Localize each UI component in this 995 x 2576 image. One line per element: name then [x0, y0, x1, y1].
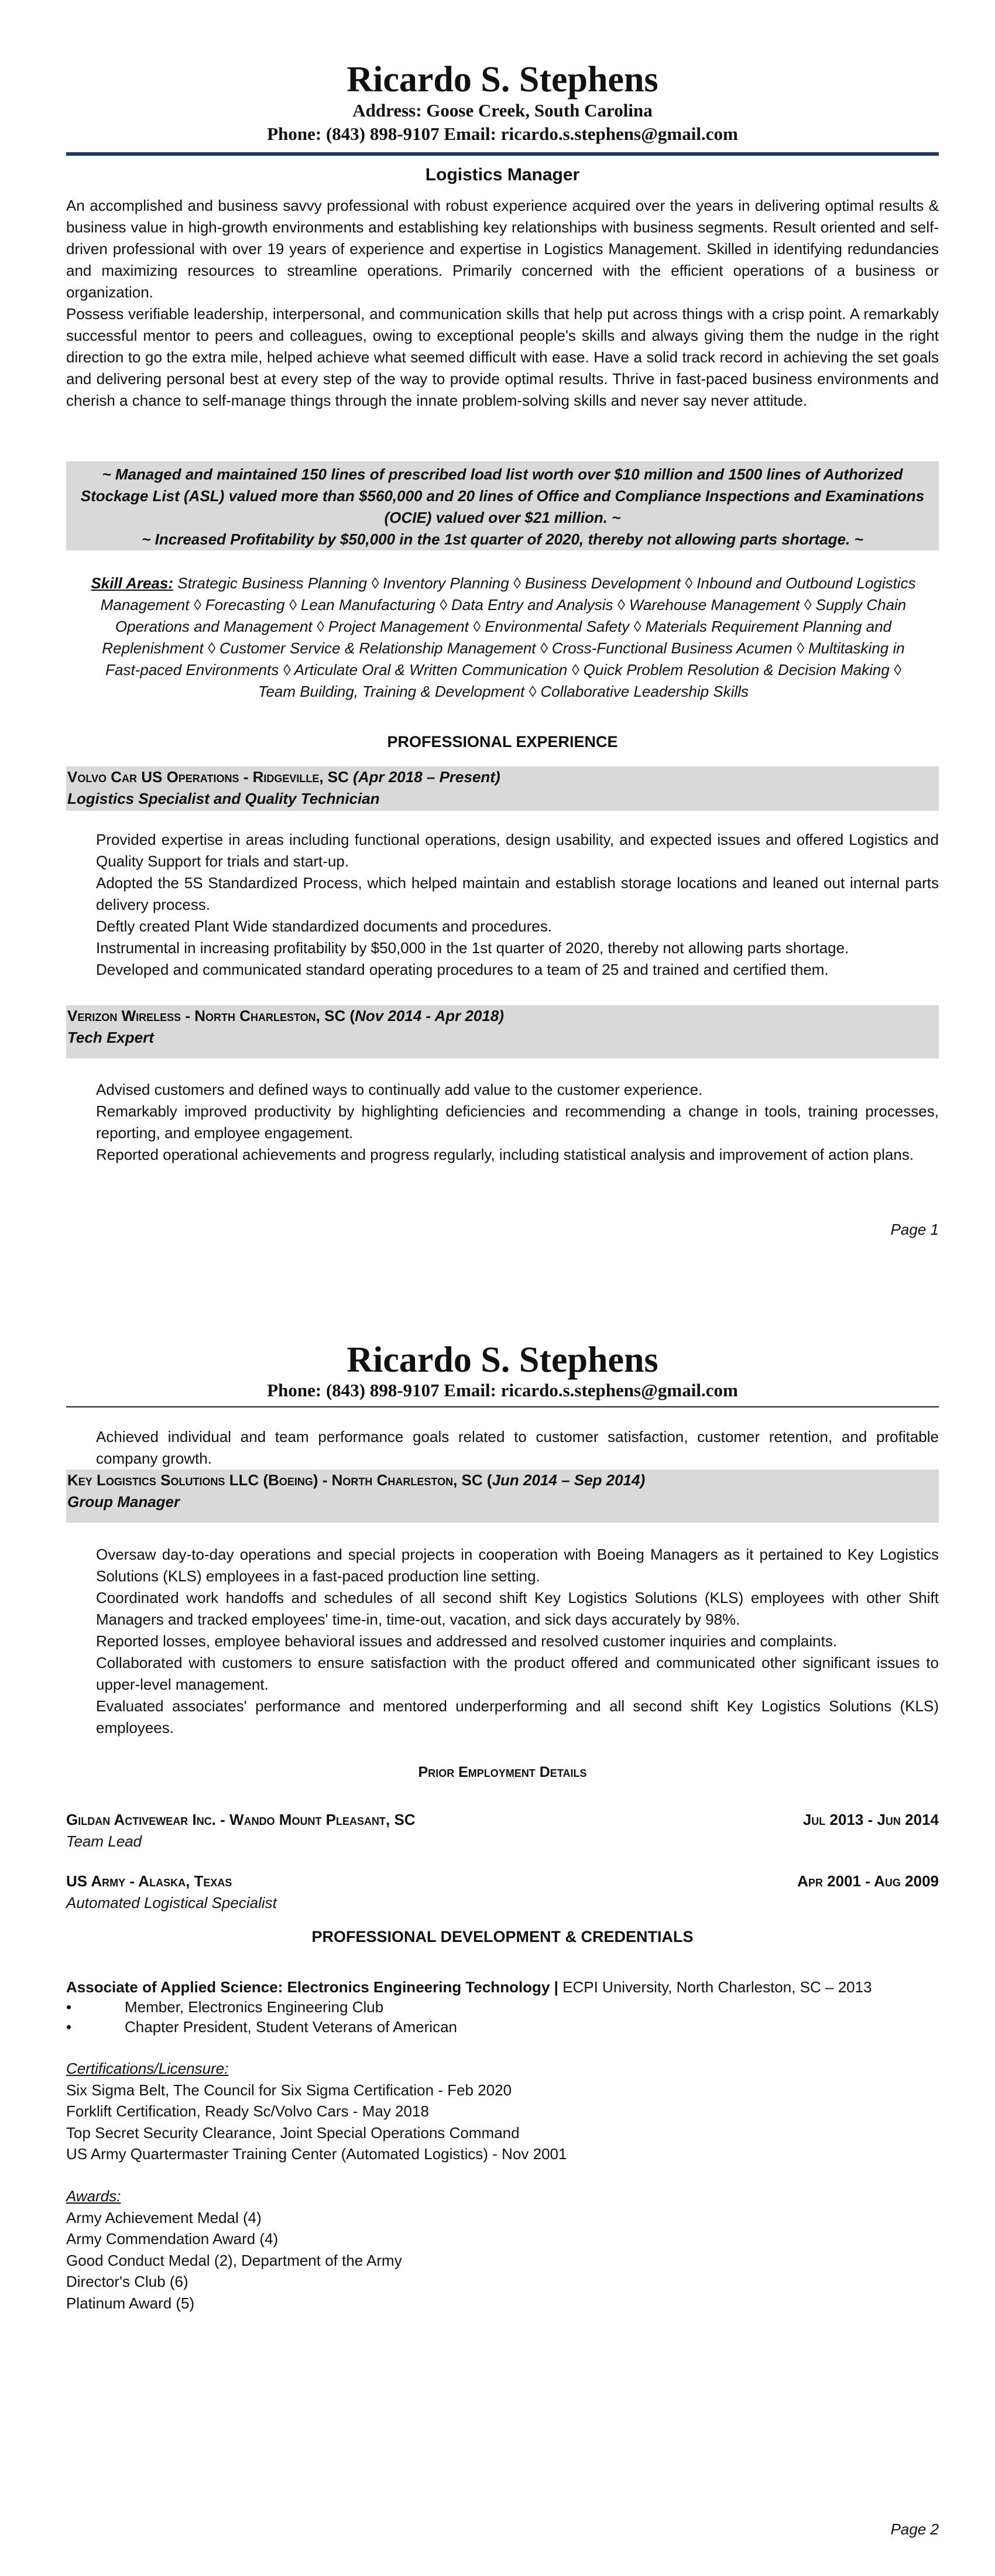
company: Key Logistics Solutions LLC (Boeing) - North Charleston, SC (	[67, 1471, 492, 1489]
highlight: ~ Increased Profitability by $50,000 in the 1st quarter of 2020, thereby not allowing parts shortage. ~	[142, 530, 863, 548]
job-bullets	[96, 1544, 939, 1739]
education	[66, 1977, 939, 2037]
job-role: Team Lead	[66, 1832, 142, 1850]
award: Good Conduct Medal (2), Department of the Army	[66, 2251, 402, 2269]
job-bullets	[96, 1426, 939, 1469]
certification: Forklift Certification, Ready Sc/Volvo Cars - May 2018	[66, 2102, 429, 2120]
awards	[66, 2186, 939, 2314]
certification: Six Sigma Belt, The Council for Six Sigma Certification - Feb 2020	[66, 2081, 512, 2099]
certification: Top Secret Security Clearance, Joint Special Operations Command	[66, 2123, 520, 2142]
education-item: Chapter President, Student Veterans of American	[125, 2018, 458, 2036]
company: Gildan Activewear Inc. - Wando Mount Pleasant, SC	[66, 1811, 416, 1828]
job-header	[66, 1005, 939, 1059]
skills-list: Strategic Business Planning ◊ Inventory Planning ◊ Business Development ◊ Inbound and Outbound Logistics Management ◊ Forecasting ◊ Lean Manufacturing ◊ Data Entry and Analysis ◊ Warehouse Management ◊ Supply Chain Operations and Management ◊ Project Management ◊ Environmental Safety ◊ Materials Requirement Planning and Replenishment ◊ Customer Service & Relationship Management ◊ Cross-Functional Business Acumen ◊ Multitasking in Fast-paced Environments ◊ Articulate Oral & Written Communication ◊ Quick Problem Resolution & Decision Making ◊ Team Building, Training & Development ◊ Collaborative Leadership Skills	[100, 574, 916, 700]
job-dates: Jul 2013 - Jun 2014	[802, 1811, 939, 1828]
job-dates: (Apr 2018 – Present)	[353, 768, 500, 786]
bullet: Evaluated associates' performance and mentored underperforming and all second shift Key Logistics Solutions (KLS) employees.	[96, 1697, 939, 1736]
bullet: Remarkably improved productivity by highlighting deficiencies and recommending a change in tools, training processes, reporting, and employee engagement.	[96, 1102, 939, 1142]
education-item: Member, Electronics Engineering Club	[125, 1998, 384, 2016]
bullet: Adopted the 5S Standardized Process, which helped maintain and establish storage locations and leaned out internal parts delivery process.	[96, 874, 939, 913]
bullet-icon: •	[66, 1998, 72, 2016]
skill-areas	[88, 573, 919, 703]
job-bullets	[96, 1079, 939, 1166]
section-heading-experience: PROFESSIONAL EXPERIENCE	[387, 733, 618, 751]
award: Director's Club (6)	[66, 2273, 188, 2290]
skills-label: Skill Areas:	[91, 574, 174, 592]
award: Platinum Award (5)	[66, 2294, 195, 2312]
bullet: Advised customers and defined ways to continually add value to the customer experience.	[96, 1081, 703, 1098]
job-title: Logistics Manager	[425, 165, 580, 184]
bullet: Collaborated with customers to ensure satisfaction with the product offered and communicated other significant issues to upper-level management.	[96, 1654, 939, 1693]
bullet: Coordinated work handoffs and schedules of all second shift Key Logistics Solutions (KLS) employees with other Shift Managers and tracked employees' time-in, time-out, vacation, and sick days accurately by 98%.	[96, 1589, 939, 1628]
highlight: ~ Managed and maintained 150 lines of prescribed load list worth over $10 million and 1500 lines of Authorized Stockage List (ASL) valued more than $560,000 and 20 lines of Office and Compliance Inspections and Examinations (OCIE) valued over $21 million. ~	[80, 465, 925, 526]
school: ECPI University, North Charleston, SC – 2013	[558, 1978, 872, 1996]
job-role: Group Manager	[67, 1493, 180, 1510]
award: Army Commendation Award (4)	[66, 2230, 279, 2248]
job-dates: Jun 2014 – Sep 2014)	[492, 1471, 646, 1489]
award: Army Achievement Medal (4)	[66, 2208, 262, 2226]
certification: US Army Quartermaster Training Center (Automated Logistics) - Nov 2001	[66, 2145, 567, 2163]
certifications-label: Certifications/Licensure:	[66, 2060, 229, 2077]
section-heading-prior: Prior Employment Details	[418, 1764, 587, 1780]
header-rule	[66, 152, 939, 156]
address: Address: Goose Creek, South Carolina	[352, 100, 653, 121]
page-number: Page 1	[890, 1221, 939, 1238]
job-header	[66, 766, 939, 811]
bullet: Oversaw day-to-day operations and special projects in cooperation with Boeing Managers as it pertained to Key Logistics Solutions (KLS) employees in a fast-paced production line setting.	[96, 1546, 939, 1585]
candidate-name: Ricardo S. Stephens	[346, 1340, 658, 1380]
job-role: Automated Logistical Specialist	[66, 1894, 277, 1912]
summary-paragraph: Possess verifiable leadership, interpersonal, and communication skills that help put across things with a crisp point. A remarkably successful mentor to peers and colleagues, owing to exceptional people's skills and always giving them the nudge in the right direction to go the extra mile, helped achieve what seemed difficult with ease. Have a solid track record in achieving the set goals and delivering personal best at every step of the way to provide optimal results. Thrive in fast-paced business environments and cherish a chance to self-manage things through the innate problem-solving skills and never say never attitude.	[66, 305, 939, 409]
header-rule	[66, 1406, 939, 1407]
job-header	[66, 1469, 939, 1523]
job-dates: Nov 2014 - Apr 2018)	[355, 1007, 504, 1025]
bullet: Reported losses, employee behavioral issues and addressed and resolved customer inquiries and complaints.	[96, 1632, 838, 1650]
job-role: Tech Expert	[67, 1029, 154, 1046]
prior-job	[66, 1809, 939, 1852]
candidate-name: Ricardo S. Stephens	[346, 60, 658, 100]
bullet: Provided expertise in areas including functional operations, design usability, and expected issues and offered Logistics and Quality Support for trials and start-up.	[96, 831, 939, 870]
bullet: Instrumental in increasing profitability by $50,000 in the 1st quarter of 2020, thereby not allowing parts shortage.	[96, 939, 849, 957]
prior-job	[66, 1871, 939, 1914]
bullet-icon: •	[66, 2018, 72, 2036]
bullet: Developed and communicated standard operating procedures to a team of 25 and trained and certified them.	[96, 961, 829, 978]
company: Verizon Wireless - North Charleston, SC (	[67, 1007, 355, 1025]
bullet: Deftly created Plant Wide standardized documents and procedures.	[96, 917, 552, 935]
page-number: Page 2	[890, 2520, 939, 2538]
certifications	[66, 2058, 939, 2165]
summary	[66, 195, 939, 412]
bullet: Reported operational achievements and progress regularly, including statistical analysis and improvement of action plans.	[96, 1146, 914, 1163]
section-heading-development: PROFESSIONAL DEVELOPMENT & CREDENTIALS	[311, 1928, 694, 1945]
contact-line: Phone: (843) 898-9107 Email: ricardo.s.stephens@gmail.com	[267, 124, 738, 144]
company: Volvo Car US Operations - Ridgeville, SC	[67, 768, 349, 786]
company: US Army - Alaska, Texas	[66, 1872, 232, 1890]
bullet: Achieved individual and team performance goals related to customer satisfaction, customer retention, and profitable company growth.	[96, 1428, 939, 1467]
highlights-box	[66, 461, 939, 550]
summary-paragraph: An accomplished and business savvy professional with robust experience acquired over the years in delivering optimal results & business value in high-growth environments and establishing key relationships with business segments. Result oriented and self-driven professional with over 19 years of experience and expertise in Logistics Management. Skilled in identifying redundancies and maximizing resources to streamline operations. Primarily concerned with the efficient operations of a business or organization.	[66, 197, 939, 301]
contact-line: Phone: (843) 898-9107 Email: ricardo.s.stephens@gmail.com	[267, 1380, 738, 1400]
job-role: Logistics Specialist and Quality Technician	[67, 790, 380, 807]
job-dates: Apr 2001 - Aug 2009	[797, 1872, 939, 1890]
degree: Associate of Applied Science: Electronics Engineering Technology |	[66, 1978, 558, 1996]
awards-label: Awards:	[66, 2187, 121, 2205]
job-bullets	[96, 829, 939, 981]
